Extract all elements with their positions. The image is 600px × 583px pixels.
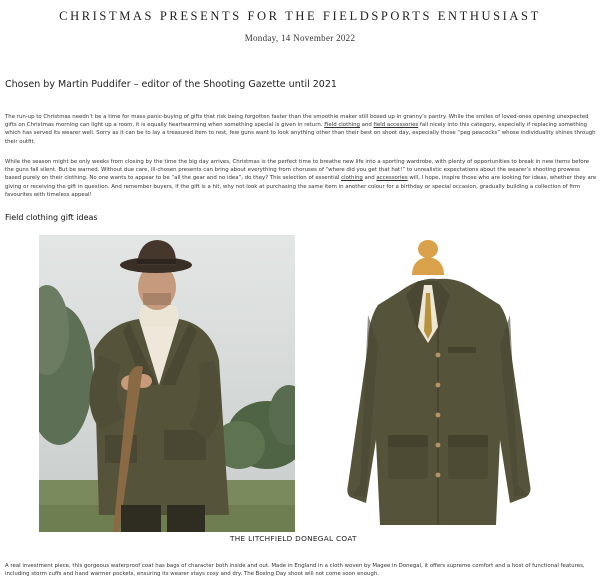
- intro-text-b: and: [359, 122, 374, 129]
- product-description: A real investment piece, this gorgeous waterproof coat has bags of character both inside and out. Made in England in a cloth woven by Magee in Donegal, it offers supreme comfort and a host of functional features, including storm cuffs and hand warmer pockets, ensuring its wearer stays cosy and dry. The Boxing Day shoot will not come soon enough.: [5, 563, 585, 578]
- coat-photo: [340, 235, 540, 532]
- intro-paragraph: [5, 113, 597, 146]
- accessories-link[interactable]: accessories: [376, 175, 408, 182]
- clothing-link[interactable]: clothing: [341, 175, 363, 182]
- second-text-a: While the season might be only weeks from closing by the time the big day arrives, Christmas is the perfect time to breathe new life into a sporting wardrobe, with plenty of opportunities to break in new items before the guns fall silent. But be warned. Without due care, ill-chosen presents can bring about everything from choruses of “where did you get that hat!” to unrealistic expectations about the wearer’s shooting prowess based purely on their clothing. No one wants to appear to be “all the gear and no idea”, do they? This selection of essential: [5, 159, 590, 182]
- model-photo: [39, 235, 295, 532]
- intro-text-c: fall nicely into this category, especially if replacing something which has served its wearer well. Sorry as it can be to lay a treasured item to rest, few guns want to look anything other than their best on shoot day, especially those “peg peacocks” whose individuality shines through their outfit.: [5, 122, 596, 145]
- image-caption: THE LITCHFIELD DONEGAL COAT: [230, 534, 357, 543]
- second-text-b: and: [362, 175, 377, 182]
- field-clothing-link[interactable]: Field clothing: [324, 122, 360, 129]
- section-heading: Field clothing gift ideas: [5, 213, 98, 222]
- field-accessories-link[interactable]: field accessories: [373, 122, 419, 129]
- intro-text-a: The run-up to Christmas needn’t be a time for mass panic-buying of gifts that risk being forgotten faster than the smoothie maker still boxed up in granny’s pantry. While the smiles of loved-ones opening unexpected gifts on Christmas morning can light up a room, it is equally heartwarming when something special is given in return.: [5, 114, 589, 129]
- second-text-c: will, I hope, inspire those who are looking for ideas, whether they are giving or receiving the gift in question. And remember buyers, if the gift is a hit, why not look at purchasing the same item in another colour for a birthday or special occasion, gradually building a collection of firm favourites with timeless appeal!: [5, 175, 597, 198]
- article-byline: Chosen by Martin Puddifer – editor of the Shooting Gazette until 2021: [5, 79, 337, 90]
- page-title: CHRISTMAS PRESENTS FOR THE FIELDSPORTS ENTHUSIAST: [59, 9, 541, 23]
- second-paragraph: [5, 158, 597, 199]
- publish-date: Monday, 14 November 2022: [244, 33, 356, 43]
